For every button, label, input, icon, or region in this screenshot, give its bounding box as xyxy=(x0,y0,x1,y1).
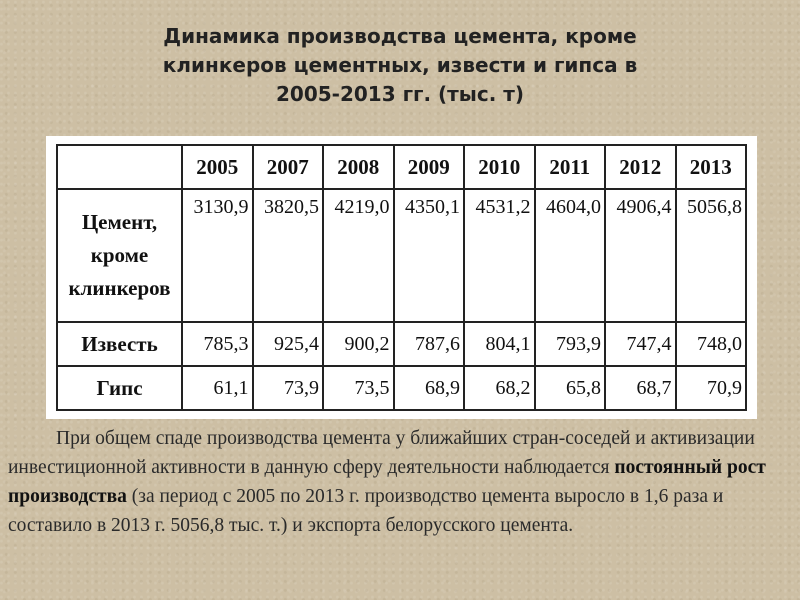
table-cell: 5056,8 xyxy=(676,189,747,322)
table-cell: 3820,5 xyxy=(253,189,324,322)
slide-title-line-3: 2005-2013 гг. (тыс. т) xyxy=(275,82,525,106)
table-cell: 785,3 xyxy=(182,322,253,366)
table-cell: 4219,0 xyxy=(323,189,394,322)
table-cell: 900,2 xyxy=(323,322,394,366)
table-cell: 65,8 xyxy=(535,366,606,410)
slide-title-line-1: Динамика производства цемента, кроме xyxy=(163,24,637,48)
row-label-gypsum: Гипс xyxy=(57,366,182,410)
table-cell: 4531,2 xyxy=(464,189,535,322)
table-row xyxy=(57,366,746,410)
table-row xyxy=(57,189,746,322)
table-cell: 4906,4 xyxy=(605,189,676,322)
summary-paragraph xyxy=(8,424,792,540)
table-header-cell: 2008 xyxy=(323,145,394,189)
table-cell: 4604,0 xyxy=(535,189,606,322)
summary-text-part-2: (за период с 2005 по 2013 г. производство цемента выросло в 1,6 раза и составило в 2013 г. 5056,8 тыс. т.) и экспорта белорусского цемента. xyxy=(8,486,724,536)
table-cell: 793,9 xyxy=(535,322,606,366)
table-cell: 68,7 xyxy=(605,366,676,410)
summary-text-part-1: При общем спаде производства цемента у ближайших стран-соседей и активизации инвестиционной активности в данную сферу деятельности наблюдается xyxy=(8,428,755,478)
table-header-cell: 2010 xyxy=(464,145,535,189)
row-label-line: Цемент, xyxy=(81,210,158,234)
slide-title-line-2: клинкеров цементных, извести и гипса в xyxy=(162,53,638,77)
table-header-cell: 2013 xyxy=(676,145,747,189)
table-cell: 925,4 xyxy=(253,322,324,366)
slide-title xyxy=(60,22,740,109)
table-cell: 3130,9 xyxy=(182,189,253,322)
production-table-card xyxy=(46,136,757,419)
table-cell: 804,1 xyxy=(464,322,535,366)
table-cell: 4350,1 xyxy=(394,189,465,322)
row-label-line: клинкеров xyxy=(68,276,171,300)
table-cell: 747,4 xyxy=(605,322,676,366)
table-cell: 73,9 xyxy=(253,366,324,410)
table-header-cell: 2012 xyxy=(605,145,676,189)
summary-emphasis: постоянный рост производства xyxy=(8,457,766,507)
table-header-cell: 2007 xyxy=(253,145,324,189)
table-header-row xyxy=(57,145,746,189)
table-cell: 70,9 xyxy=(676,366,747,410)
production-table xyxy=(56,144,747,411)
table-cell: 787,6 xyxy=(394,322,465,366)
table-cell: 68,9 xyxy=(394,366,465,410)
table-cell: 61,1 xyxy=(182,366,253,410)
table-cell: 748,0 xyxy=(676,322,747,366)
table-header-cell: 2009 xyxy=(394,145,465,189)
table-row xyxy=(57,322,746,366)
table-cell: 73,5 xyxy=(323,366,394,410)
row-label-lime: Известь xyxy=(57,322,182,366)
table-header-cell: 2005 xyxy=(182,145,253,189)
table-header-cell xyxy=(57,145,182,189)
table-cell: 68,2 xyxy=(464,366,535,410)
row-label-line: кроме xyxy=(90,243,149,267)
row-label-cement xyxy=(57,189,182,322)
table-header-cell: 2011 xyxy=(535,145,606,189)
